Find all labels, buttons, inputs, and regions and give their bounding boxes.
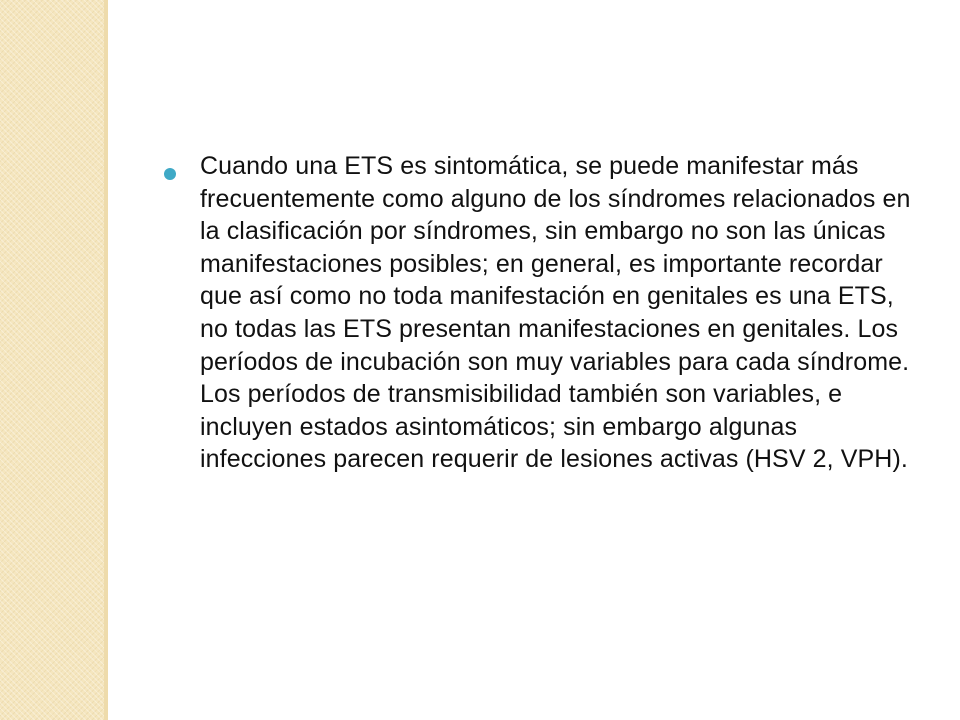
bullet-item bbox=[164, 150, 924, 476]
bullet-text: Cuando una ETS es sintomática, se puede manifestar más frecuentemente como alguno de los síndromes relacionados en la clasificación por síndromes, sin embargo no son las únicas manifestaciones posibles; en general, es importante recordar que así como no toda manifestación en genitales es una ETS, no todas las ETS presentan manifestaciones en genitales. Los períodos de incubación son muy variables para cada síndrome. Los períodos de transmisibilidad también son variables, e incluyen estados asintomáticos; sin embargo algunas infecciones parecen requerir de lesiones activas (HSV 2, VPH). bbox=[200, 152, 911, 474]
bullet-dot-icon bbox=[164, 168, 176, 180]
side-band-edge bbox=[104, 0, 108, 720]
slide-content bbox=[164, 150, 924, 476]
decorative-side-band bbox=[0, 0, 104, 720]
